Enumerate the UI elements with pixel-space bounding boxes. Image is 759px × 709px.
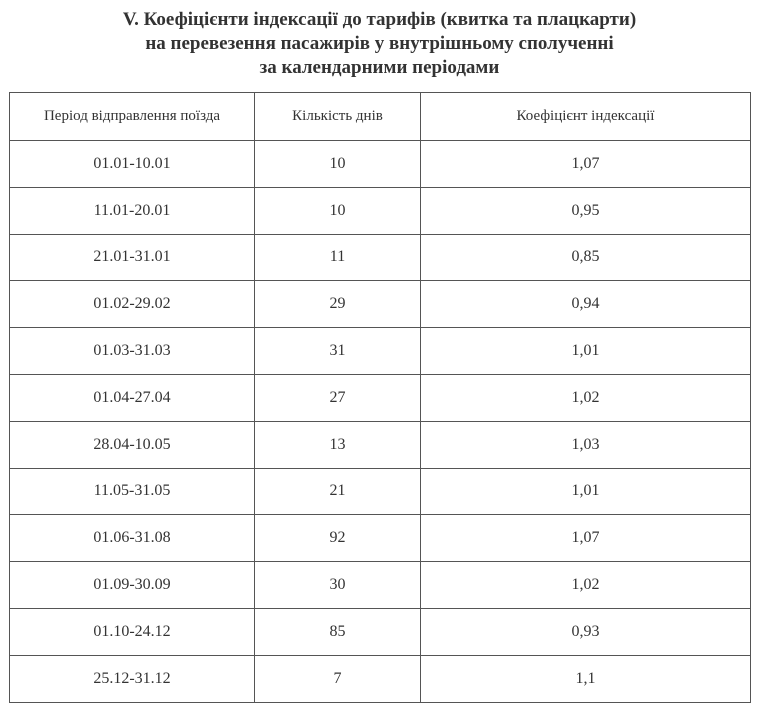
cell-coefficient: 0,93 [421,608,751,655]
cell-period: 11.05-31.05 [10,468,255,515]
table-row [10,608,751,655]
indexation-table [9,92,751,703]
cell-coefficient: 1,01 [421,468,751,515]
cell-period: 11.01-20.01 [10,187,255,234]
cell-days: 92 [255,515,421,562]
header-coefficient: Коефіцієнт індексації [421,93,751,141]
title-line-3: за календарними періодами [259,57,500,78]
cell-days: 10 [255,141,421,188]
page-title [0,8,759,80]
title-line-1: V. Коефіцієнти індексації до тарифів (квитка та плацкарти) [122,9,637,30]
cell-period: 01.06-31.08 [10,515,255,562]
table-row [10,141,751,188]
cell-period: 25.12-31.12 [10,655,255,702]
table-row [10,468,751,515]
cell-coefficient: 1,07 [421,515,751,562]
cell-days: 30 [255,562,421,609]
cell-coefficient: 1,03 [421,421,751,468]
cell-period: 01.02-29.02 [10,281,255,328]
cell-days: 13 [255,421,421,468]
cell-coefficient: 0,94 [421,281,751,328]
cell-coefficient: 0,95 [421,187,751,234]
cell-period: 21.01-31.01 [10,234,255,281]
table-row [10,328,751,375]
table-row [10,374,751,421]
table-row [10,187,751,234]
cell-period: 01.10-24.12 [10,608,255,655]
table-row [10,421,751,468]
header-days: Кількість днів [255,93,421,141]
table-row [10,515,751,562]
cell-period: 28.04-10.05 [10,421,255,468]
cell-coefficient: 1,01 [421,328,751,375]
cell-days: 11 [255,234,421,281]
cell-period: 01.03-31.03 [10,328,255,375]
cell-coefficient: 1,02 [421,562,751,609]
cell-period: 01.09-30.09 [10,562,255,609]
cell-coefficient: 1,07 [421,141,751,188]
cell-period: 01.01-10.01 [10,141,255,188]
header-period: Період відправлення поїзда [10,93,255,141]
table-header-row [10,93,751,141]
cell-days: 29 [255,281,421,328]
cell-days: 31 [255,328,421,375]
cell-days: 10 [255,187,421,234]
cell-days: 21 [255,468,421,515]
table-row [10,234,751,281]
cell-coefficient: 0,85 [421,234,751,281]
cell-period: 01.04-27.04 [10,374,255,421]
cell-days: 85 [255,608,421,655]
cell-days: 27 [255,374,421,421]
cell-coefficient: 1,1 [421,655,751,702]
cell-coefficient: 1,02 [421,374,751,421]
table-row [10,655,751,702]
title-line-2: на перевезення пасажирів у внутрішньому сполученні [145,33,614,54]
table-row [10,281,751,328]
table-row [10,562,751,609]
cell-days: 7 [255,655,421,702]
